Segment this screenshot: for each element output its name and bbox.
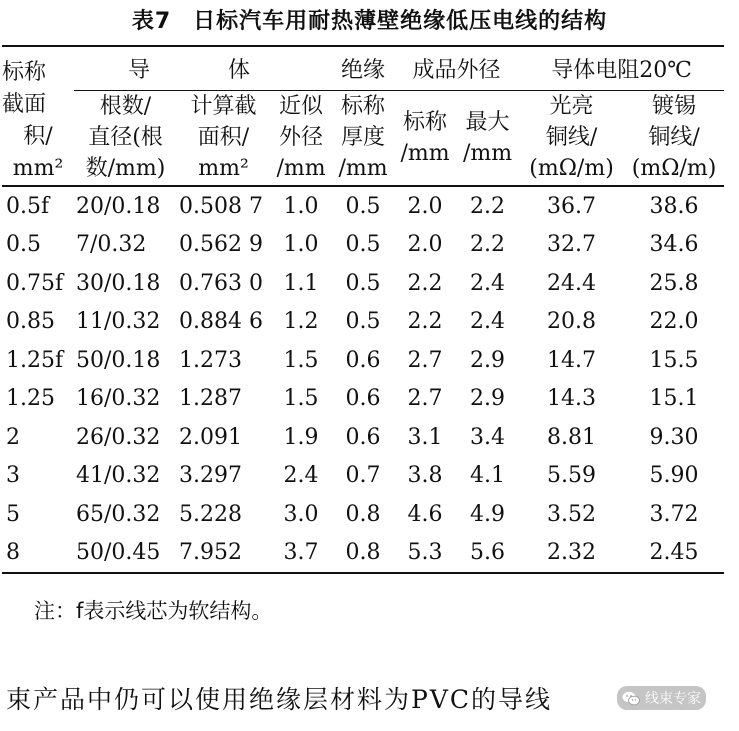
cell-od-nominal: 3.1: [407, 424, 443, 450]
cell-od-nominal: 3.8: [407, 463, 443, 489]
cell-strands: 7/0.32: [76, 232, 147, 258]
cell-thickness: 0.6: [345, 347, 381, 373]
cell-calc-area: 0.562 9: [179, 232, 263, 258]
cell-od-max: 2.4: [470, 309, 506, 335]
cell-strands: 50/0.45: [74, 534, 177, 574]
cell-calc-area: 1.273: [179, 347, 242, 373]
watermark-text: 线束专家: [645, 691, 701, 707]
cell-bright-copper: 14.7: [547, 347, 597, 373]
cell-od-max: 2.4: [470, 270, 506, 296]
cell-calc-area: 3.297: [179, 463, 242, 489]
cell-strands: 50/0.18: [76, 347, 161, 373]
cell-approx-diameter: 1.1: [283, 270, 319, 296]
cell-calc-area: 7.952: [177, 534, 270, 574]
table-title: [0, 4, 739, 35]
cell-bright-copper: 8.81: [547, 424, 597, 450]
cell-tinned-copper: 15.5: [649, 347, 699, 373]
cell-tinned-copper: 5.90: [649, 463, 699, 489]
cell-od-max: 2.9: [470, 386, 506, 412]
cell-od-nominal: 2.7: [407, 386, 443, 412]
wire-structure-table: [2, 45, 724, 574]
cell-area: 2: [6, 424, 20, 450]
table-row: [2, 226, 724, 265]
table-row: [2, 264, 724, 303]
cell-tinned-copper: 9.30: [649, 424, 699, 450]
cell-area: 1.25: [6, 386, 55, 412]
cell-od-nominal: 2.2: [407, 270, 443, 296]
cell-strands: 11/0.32: [76, 309, 161, 335]
cell-approx-diameter: 2.4: [283, 463, 319, 489]
cell-bright-copper: 24.4: [547, 270, 597, 296]
header-od-nominal: 标称 /mm: [394, 90, 456, 186]
table-row: [2, 457, 724, 496]
cell-area: 8: [2, 534, 74, 574]
cell-strands: 30/0.18: [76, 270, 161, 296]
cell-tinned-copper: 22.0: [649, 309, 699, 335]
header-strands: 根数/ 直径(根 数/mm): [74, 90, 177, 186]
cell-calc-area: 5.228: [179, 501, 242, 527]
cell-bright-copper: 14.3: [547, 386, 597, 412]
cell-strands: 65/0.32: [76, 501, 161, 527]
header-insulation: 绝缘: [332, 46, 394, 90]
body-paragraph: 束产品中仍可以使用绝缘层材料为PVC的导线: [6, 685, 553, 714]
cell-bright-copper: 2.32: [519, 534, 624, 574]
cell-area: 0.5: [6, 232, 41, 258]
cell-area: 1.25f: [6, 347, 64, 373]
cell-od-max: 4.9: [470, 501, 506, 527]
cell-thickness: 0.6: [345, 424, 381, 450]
table-row: [2, 186, 724, 226]
header-od-max: 最大 /mm: [456, 90, 519, 186]
cell-tinned-copper: 15.1: [649, 386, 699, 412]
table-row: [2, 380, 724, 419]
cell-bright-copper: 36.7: [547, 193, 597, 219]
cell-thickness: 0.6: [345, 386, 381, 412]
header-conductor-resistance: 导体电阻20℃: [519, 46, 724, 90]
cell-od-max: 5.6: [456, 534, 519, 574]
cell-calc-area: 0.508 7: [179, 193, 263, 219]
cell-thickness: 0.5: [345, 193, 381, 219]
table-row: [2, 418, 724, 457]
cell-strands: 41/0.32: [76, 463, 161, 489]
cell-od-nominal: 2.0: [407, 232, 443, 258]
cell-bright-copper: 3.52: [547, 501, 597, 527]
header-tinned-copper: 镀锡 铜线/ (mΩ/m): [624, 90, 724, 186]
cell-calc-area: 0.763 0: [179, 270, 263, 296]
cell-approx-diameter: 1.0: [283, 193, 319, 219]
cell-bright-copper: 32.7: [547, 232, 597, 258]
header-conductor: 导 体: [74, 46, 332, 90]
cell-od-max: 3.4: [470, 424, 506, 450]
cell-od-max: 2.2: [470, 232, 506, 258]
cell-od-max: 4.1: [470, 463, 506, 489]
cell-approx-diameter: 3.0: [283, 501, 319, 527]
table-row: [2, 303, 724, 342]
cell-area: 5: [6, 501, 20, 527]
header-approx-diameter: 近似 外径 /mm: [270, 90, 332, 186]
cell-approx-diameter: 1.0: [283, 232, 319, 258]
cell-strands: 16/0.32: [76, 386, 161, 412]
cell-thickness: 0.8: [332, 534, 394, 574]
cell-area: 0.85: [6, 309, 55, 335]
cell-approx-diameter: 1.2: [283, 309, 319, 335]
cell-thickness: 0.5: [345, 309, 381, 335]
cell-od-max: 2.2: [470, 193, 506, 219]
cell-area: 3: [6, 463, 20, 489]
table-row: [2, 534, 724, 574]
cell-strands: 26/0.32: [76, 424, 161, 450]
cell-area: 0.5f: [6, 193, 50, 219]
cell-od-nominal: 2.0: [407, 193, 443, 219]
table-row: [2, 341, 724, 380]
wechat-icon: [622, 691, 640, 706]
cell-calc-area: 0.884 6: [179, 309, 263, 335]
header-nominal-thickness: 标称 厚度 /mm: [332, 90, 394, 186]
cell-thickness: 0.7: [345, 463, 381, 489]
cell-od-nominal: 2.7: [407, 347, 443, 373]
cell-tinned-copper: 25.8: [649, 270, 699, 296]
header-calc-area: 计算截 面积/ mm²: [177, 90, 270, 186]
cell-tinned-copper: 3.72: [649, 501, 699, 527]
table-number: 表7: [131, 9, 172, 34]
cell-approx-diameter: 1.9: [283, 424, 319, 450]
cell-approx-diameter: 3.7: [270, 534, 332, 574]
table-title-text: 日标汽车用耐热薄壁绝缘低压电线的结构: [193, 9, 608, 34]
cell-calc-area: 1.287: [179, 386, 242, 412]
cell-od-max: 2.9: [470, 347, 506, 373]
header-nominal-area: 标称 截面 积/ mm²: [2, 46, 74, 186]
table-footnote: 注：f表示线芯为软结构。: [34, 599, 273, 623]
table-row: [2, 495, 724, 534]
cell-area: 0.75f: [6, 270, 64, 296]
cell-od-nominal: 5.3: [394, 534, 456, 574]
cell-approx-diameter: 1.5: [283, 347, 319, 373]
cell-thickness: 0.5: [345, 270, 381, 296]
cell-strands: 20/0.18: [76, 193, 161, 219]
header-outer-diameter: 成品外径: [394, 46, 519, 90]
cell-bright-copper: 20.8: [547, 309, 597, 335]
cell-calc-area: 2.091: [179, 424, 242, 450]
watermark: [617, 686, 706, 710]
header-bright-copper: 光亮 铜线/ (mΩ/m): [519, 90, 624, 186]
cell-approx-diameter: 1.5: [283, 386, 319, 412]
cell-tinned-copper: 34.6: [649, 232, 699, 258]
cell-od-nominal: 4.6: [407, 501, 443, 527]
cell-bright-copper: 5.59: [547, 463, 597, 489]
cell-thickness: 0.8: [345, 501, 381, 527]
cell-od-nominal: 2.2: [407, 309, 443, 335]
cell-tinned-copper: 38.6: [649, 193, 699, 219]
cell-tinned-copper: 2.45: [624, 534, 724, 574]
cell-thickness: 0.5: [345, 232, 381, 258]
